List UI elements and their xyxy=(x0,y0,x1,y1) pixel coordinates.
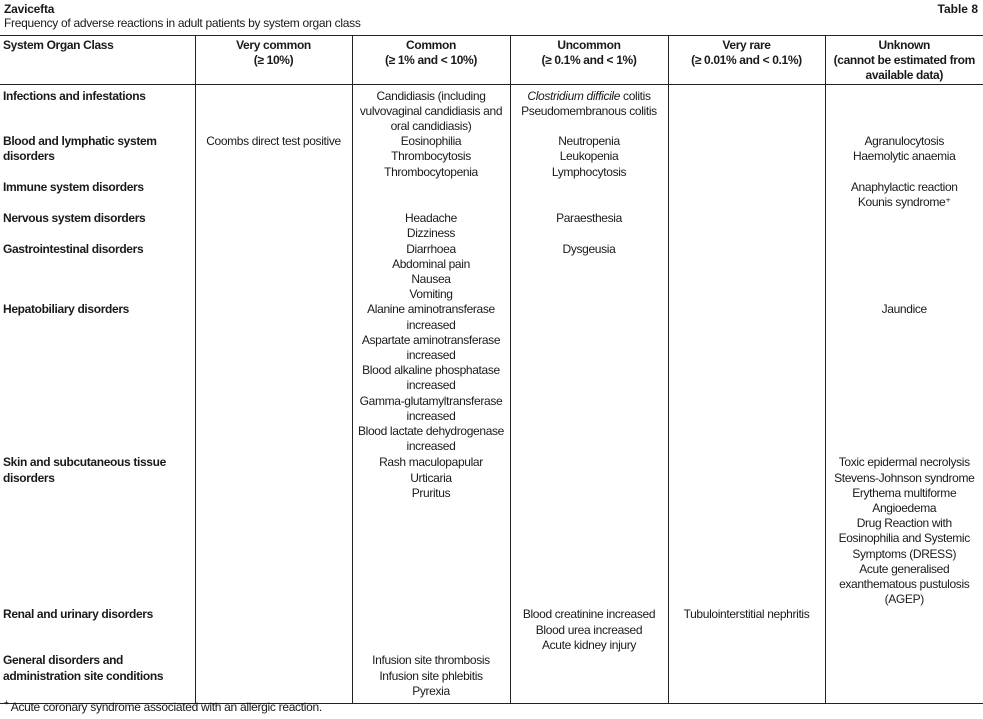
table-row xyxy=(0,302,983,455)
unknown-cell xyxy=(825,211,983,242)
unknown-cell: Jaundice xyxy=(825,302,983,455)
soc-cell: Nervous system disorders xyxy=(3,210,146,225)
uncommon-cell xyxy=(510,302,668,455)
product-name: Zavicefta xyxy=(4,2,55,16)
common-cell: Infusion site thrombosis Infusion site phlebitis Pyrexia xyxy=(352,653,510,703)
unknown-cell: Toxic epidermal necrolysis Stevens-Johnson syndrome Erythema multiforme Angioedema Drug Reaction with Eosinophilia and Systemic Symptoms (DRESS) Acute generalised exanthematous pustulosis (AGEP) xyxy=(825,455,983,607)
very-rare-cell xyxy=(668,455,825,607)
table-row xyxy=(0,89,983,135)
soc-cell: Gastrointestinal disorders xyxy=(3,241,144,256)
adverse-reactions-table xyxy=(0,35,983,704)
very-rare-cell xyxy=(668,653,825,703)
common-cell: Diarrhoea Abdominal pain Nausea Vomiting xyxy=(352,242,510,303)
table-footnote xyxy=(4,700,322,714)
soc-cell: Immune system disorders xyxy=(3,180,144,195)
very-rare-cell xyxy=(668,180,825,210)
footnote-marker: + xyxy=(4,698,9,707)
table-row xyxy=(0,211,983,242)
very-common-cell xyxy=(195,653,352,703)
very-rare-cell: Tubulointerstitial nephritis xyxy=(668,607,825,653)
table-row xyxy=(0,607,983,653)
uncommon-cell: Neutropenia Leukopenia Lymphocytosis xyxy=(510,134,668,180)
common-cell: Rash maculopapular Urticaria Pruritus xyxy=(352,455,510,607)
unknown-cell xyxy=(825,242,983,303)
very-common-cell xyxy=(195,89,352,135)
very-common-cell xyxy=(195,211,352,242)
col-header-uncommon: Uncommon (≥ 0.1% and < 1%) xyxy=(510,36,668,85)
common-cell xyxy=(352,607,510,653)
common-cell: Alanine aminotransferase increased Aspartate aminotransferase increased Blood alkaline phosphatase increased Gamma-glutamyltransferase increased Blood lactate dehydrogenase increased xyxy=(352,302,510,455)
table-caption: Frequency of adverse reactions in adult patients by system organ class xyxy=(4,16,361,30)
table-row xyxy=(0,653,983,703)
very-common-cell xyxy=(195,455,352,607)
very-rare-cell xyxy=(668,211,825,242)
common-cell: Eosinophilia Thrombocytosis Thrombocytopenia xyxy=(352,134,510,180)
uncommon-cell xyxy=(510,455,668,607)
table-header-row xyxy=(0,36,983,85)
very-common-cell: Coombs direct test positive xyxy=(195,134,352,180)
common-cell: Headache Dizziness xyxy=(352,211,510,242)
soc-cell: Hepatobiliary disorders xyxy=(3,302,129,317)
col-header-very-rare: Very rare (≥ 0.01% and < 0.1%) xyxy=(668,36,825,85)
very-rare-cell xyxy=(668,134,825,180)
very-common-cell xyxy=(195,607,352,653)
soc-cell: Renal and urinary disorders xyxy=(3,607,153,622)
unknown-cell: Agranulocytosis Haemolytic anaemia xyxy=(825,134,983,180)
uncommon-cell: Blood creatinine increased Blood urea increased Acute kidney injury xyxy=(510,607,668,653)
col-header-unknown: Unknown (cannot be estimated from available data) xyxy=(825,36,983,85)
very-common-cell xyxy=(195,302,352,455)
common-cell: Candidiasis (including vulvovaginal candidiasis and oral candidiasis) xyxy=(352,89,510,135)
very-rare-cell xyxy=(668,302,825,455)
soc-cell: Infections and infestations xyxy=(3,88,146,103)
table-row xyxy=(0,134,983,180)
uncommon-cell: Clostridium difficile colitis Pseudomembranous colitis xyxy=(510,89,668,135)
table-row xyxy=(0,242,983,303)
unknown-cell: Anaphylactic reaction Kounis syndrome⁺ xyxy=(825,180,983,210)
very-rare-cell xyxy=(668,242,825,303)
table-row xyxy=(0,455,983,607)
col-header-very-common: Very common (≥ 10%) xyxy=(195,36,352,85)
uncommon-cell: Dysgeusia xyxy=(510,242,668,303)
very-common-cell xyxy=(195,242,352,303)
unknown-cell xyxy=(825,607,983,653)
col-header-soc: System Organ Class xyxy=(0,36,195,85)
table-row xyxy=(0,180,983,210)
uncommon-cell: Paraesthesia xyxy=(510,211,668,242)
uncommon-cell xyxy=(510,180,668,210)
very-common-cell xyxy=(195,180,352,210)
soc-cell: Blood and lymphatic system disorders xyxy=(3,134,157,164)
footnote-text: Acute coronary syndrome associated with an allergic reaction. xyxy=(8,700,322,714)
table-number: Table 8 xyxy=(937,2,978,16)
unknown-cell xyxy=(825,89,983,135)
col-header-common: Common (≥ 1% and < 10%) xyxy=(352,36,510,85)
uncommon-cell xyxy=(510,653,668,703)
soc-cell: Skin and subcutaneous tissue disorders xyxy=(3,455,166,485)
soc-cell: General disorders and administration site conditions xyxy=(0,653,195,703)
unknown-cell xyxy=(825,653,983,703)
very-rare-cell xyxy=(668,89,825,135)
common-cell xyxy=(352,180,510,210)
